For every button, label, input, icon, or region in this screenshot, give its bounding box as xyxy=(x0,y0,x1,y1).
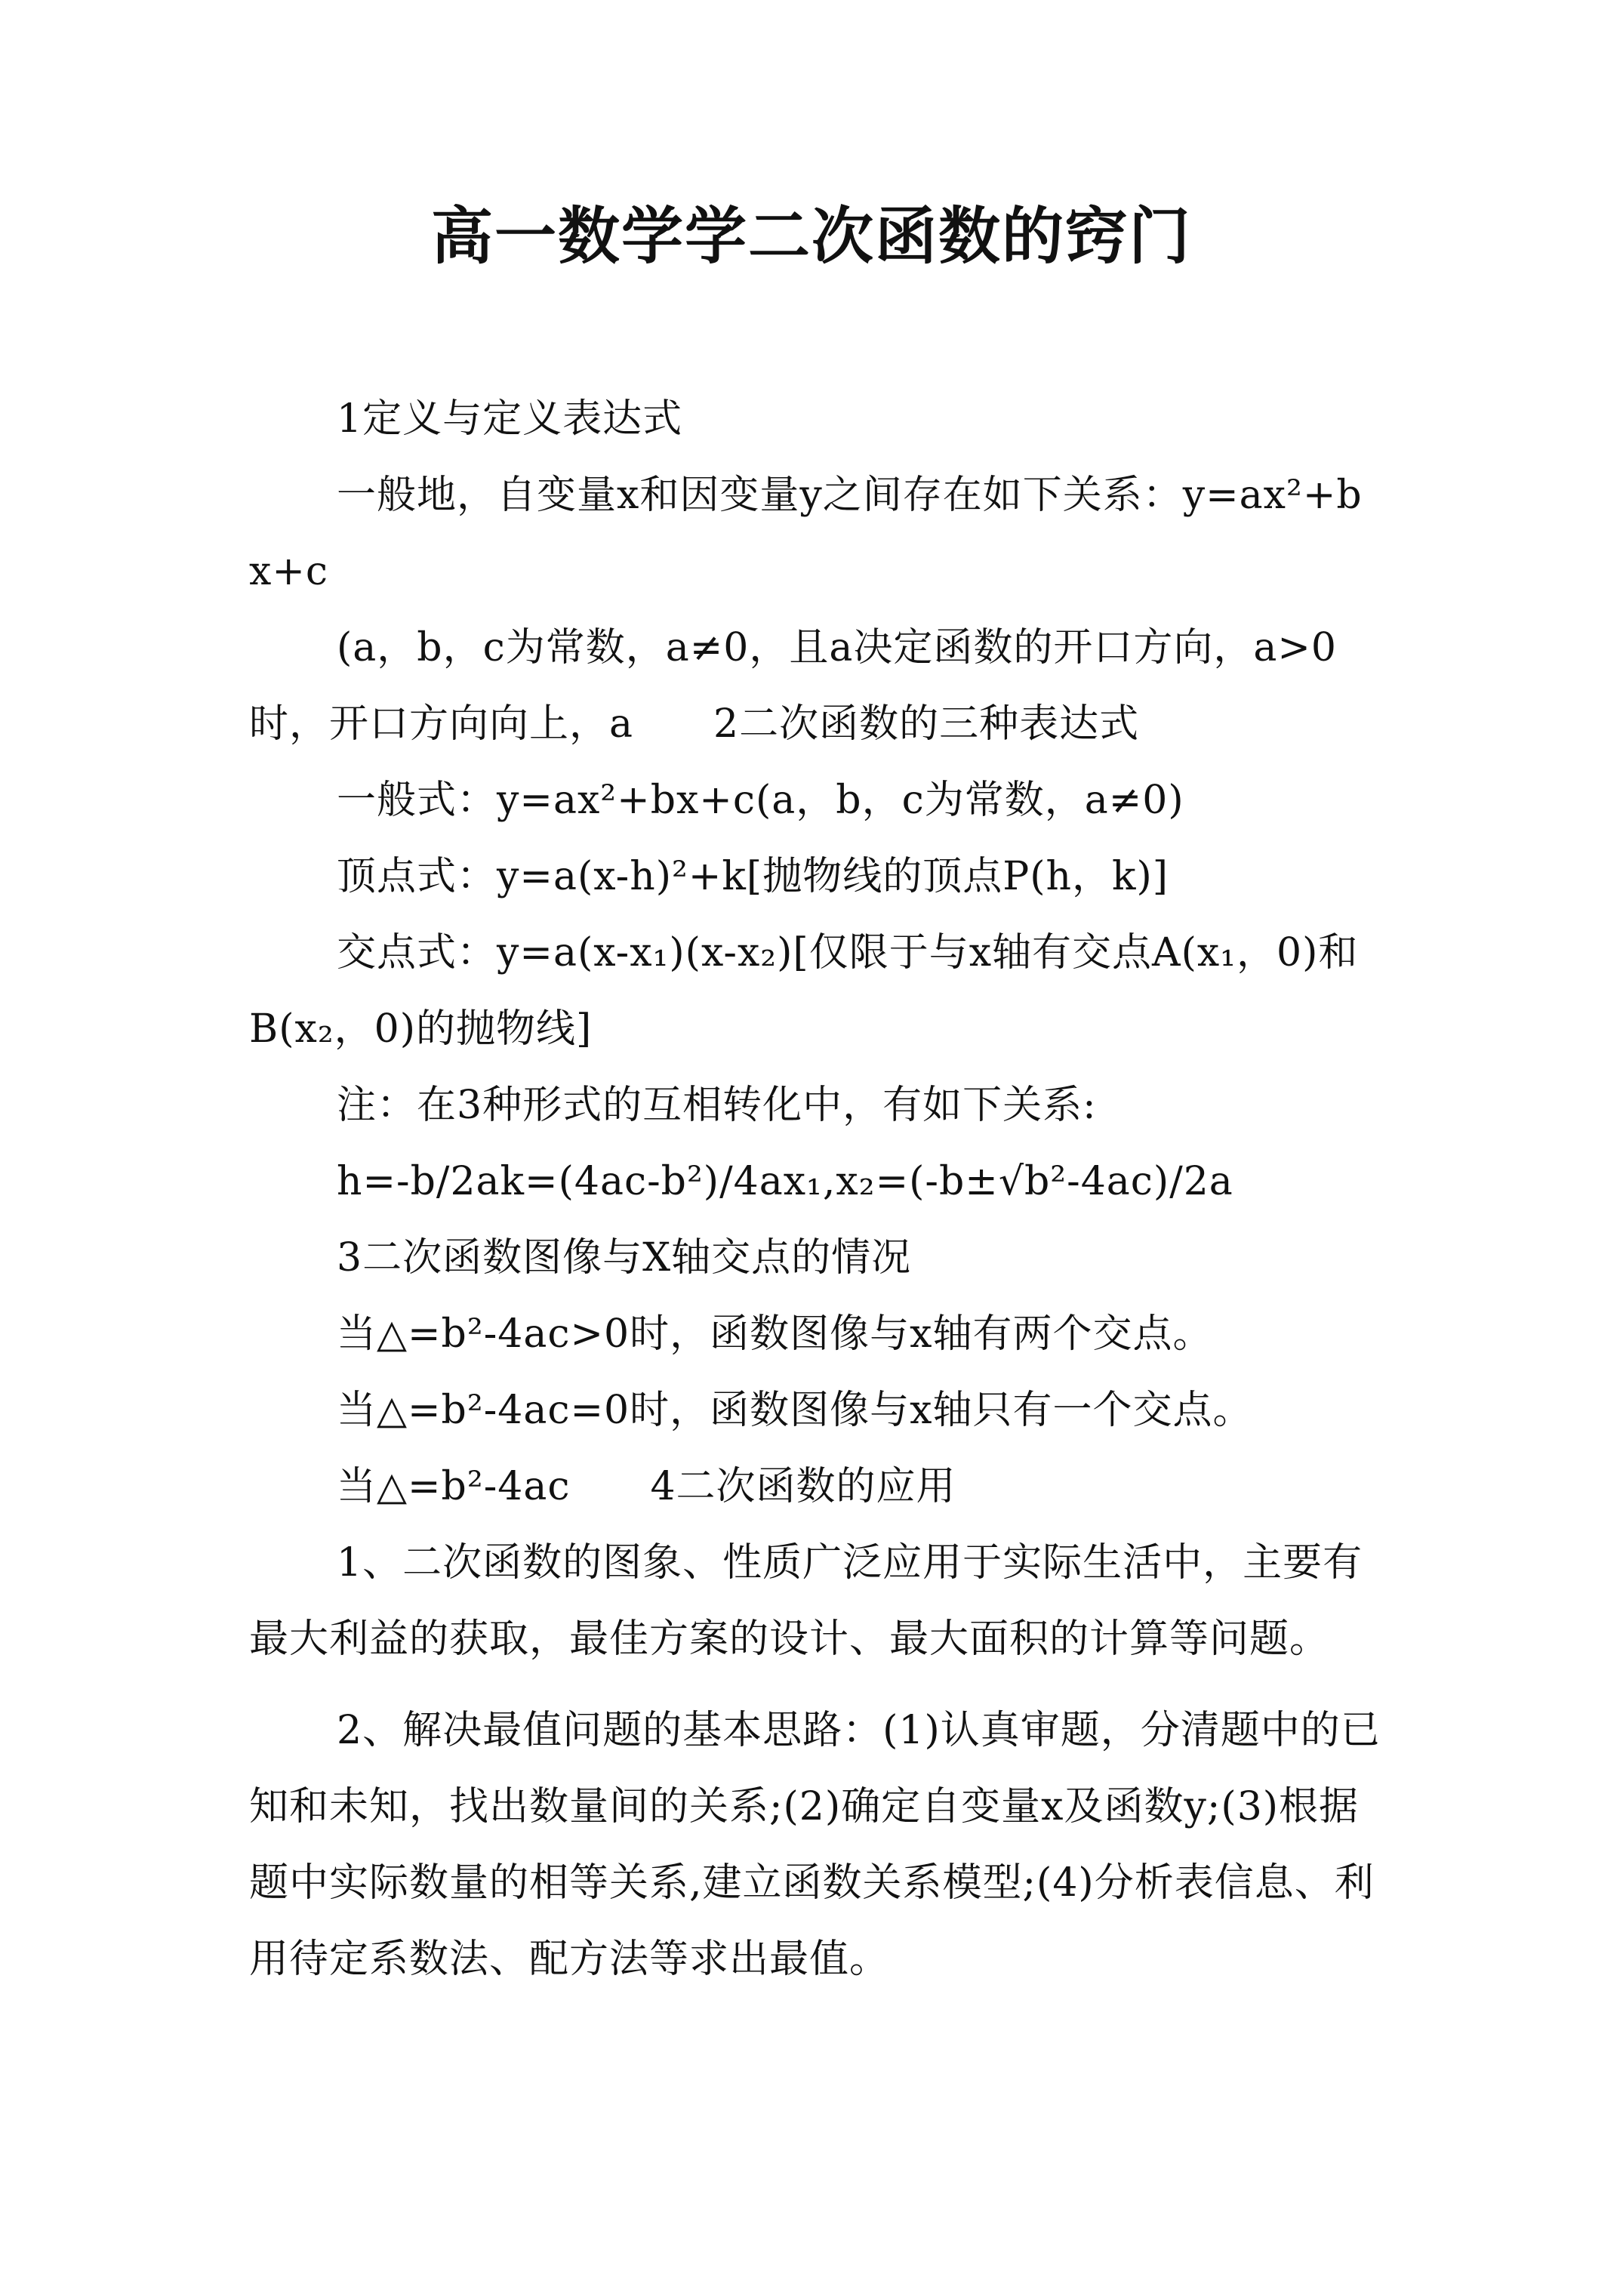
paragraph-general-form: 一般式：y=ax²+bx+c(a，b，c为常数，a≠0) xyxy=(337,778,1184,823)
paragraph-two-intersections: 当△=b²-4ac>0时，函数图像与x轴有两个交点。 xyxy=(337,1311,1213,1357)
paragraph-vertex-form: 顶点式：y=a(x-h)²+k[抛物线的顶点P(h，k)] xyxy=(337,854,1169,899)
document-body xyxy=(249,381,1381,1998)
paragraph-application-1: 1、二次函数的图象、性质广泛应用于实际生活中，主要有最大利益的获取，最佳方案的设计、最大面积的计算等问题。 xyxy=(249,1540,1363,1662)
paragraph-intercept-form: 交点式：y=a(x-x₁)(x-x₂)[仅限于与x轴有交点A(x₁，0)和B(x₂，0)的抛物线] xyxy=(249,930,1359,1052)
paragraph-one-intersection: 当△=b²-4ac=0时，函数图像与x轴只有一个交点。 xyxy=(337,1388,1253,1433)
paragraph-formula-relations: h=-b/2ak=(4ac-b²)/4ax₁,x₂=(-b±√b²-4ac)/2a xyxy=(337,1159,1233,1204)
section-heading-definition: 1定义与定义表达式 xyxy=(337,396,683,442)
document-title: 高一数学学二次函数的窍门 xyxy=(430,200,1192,273)
paragraph-general-relation: 一般地，自变量x和因变量y之间存在如下关系：y=ax²+bx+c xyxy=(249,473,1363,594)
section-heading-x-axis: 3二次函数图像与X轴交点的情况 xyxy=(337,1235,912,1281)
paragraph-constants-note: (a，b，c为常数，a≠0，且a决定函数的开口方向，a>0时，开口方向向上，a 2二次函数的三种表达式 xyxy=(249,625,1338,747)
paragraph-application-2: 2、解决最值问题的基本思路：(1)认真审题，分清题中的已知和未知，找出数量间的关系;(2)确定自变量x及函数y;(3)根据题中实际数量的相等关系,建立函数关系模型;(4)分析表信息、利用待定系数法、配方法等求出最值。 xyxy=(249,1708,1381,1982)
paragraph-conversion-note: 注：在3种形式的互相转化中，有如下关系: xyxy=(337,1083,1097,1128)
paragraph-applications-heading: 当△=b²-4ac 4二次函数的应用 xyxy=(337,1464,956,1509)
